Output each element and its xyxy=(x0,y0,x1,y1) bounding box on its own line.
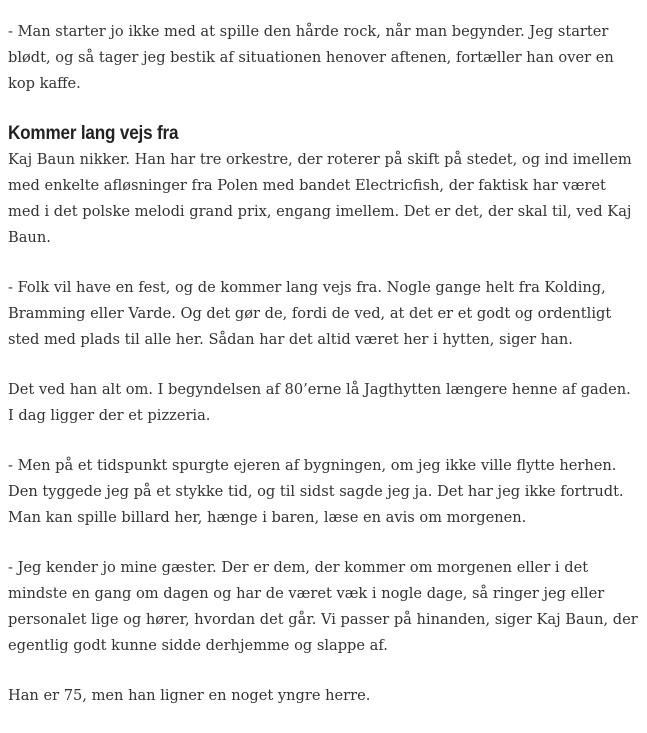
paragraph-1: - Man starter jo ikke med at spille den hårde rock, når man begynder. Jeg starter blødt, og så tager jeg bestik af situationen henover aftenen, fortæller han over en kop kaffe. xyxy=(8,23,614,92)
paragraph-3: - Folk vil have en fest, og de kommer lang vejs fra. Nogle gange helt fra Kolding, Bramming eller Varde. Og det gør de, fordi de ved, at det er et godt og ordentligt sted med plads til alle her. Sådan har det altid været her i hytten, siger han. xyxy=(8,279,612,348)
paragraph-5: - Men på et tidspunkt spurgte ejeren af bygningen, om jeg ikke ville flytte herhen. Den tyggede jeg på et stykke tid, og til sidst sagde jeg ja. Det har jeg ikke fortrudt. Man kan spille billard her, hænge i baren, læse en avis om morgenen. xyxy=(8,457,624,526)
paragraph-6: - Jeg kender jo mine gæster. Der er dem, der kommer om morgenen eller i det mindste en gang om dagen og har de været væk i nogle dage, så ringer jeg eller personalet lige og hører, hvordan det går. Vi passer på hinanden, siger Kaj Baun, der egentlig godt kunne sidde derhjemme og slappe af. xyxy=(8,559,638,654)
section-heading: Kommer lang vejs fra xyxy=(8,123,179,144)
paragraph-2: Kaj Baun nikker. Han har tre orkestre, der roterer på skift på stedet, og ind imellem med enkelte afløsninger fra Polen med bandet Electricfish, der faktisk har været med i det polske melodi grand prix, engang imellem. Det er det, der skal til, ved Kaj Baun. xyxy=(8,151,632,246)
article-body xyxy=(8,19,640,733)
paragraph-7: Han er 75, men han ligner en noget yngre herre. xyxy=(8,687,371,704)
paragraph-4: Det ved han alt om. I begyndelsen af 80’erne lå Jagthytten længere henne af gaden. I dag ligger der et pizzeria. xyxy=(8,381,631,424)
